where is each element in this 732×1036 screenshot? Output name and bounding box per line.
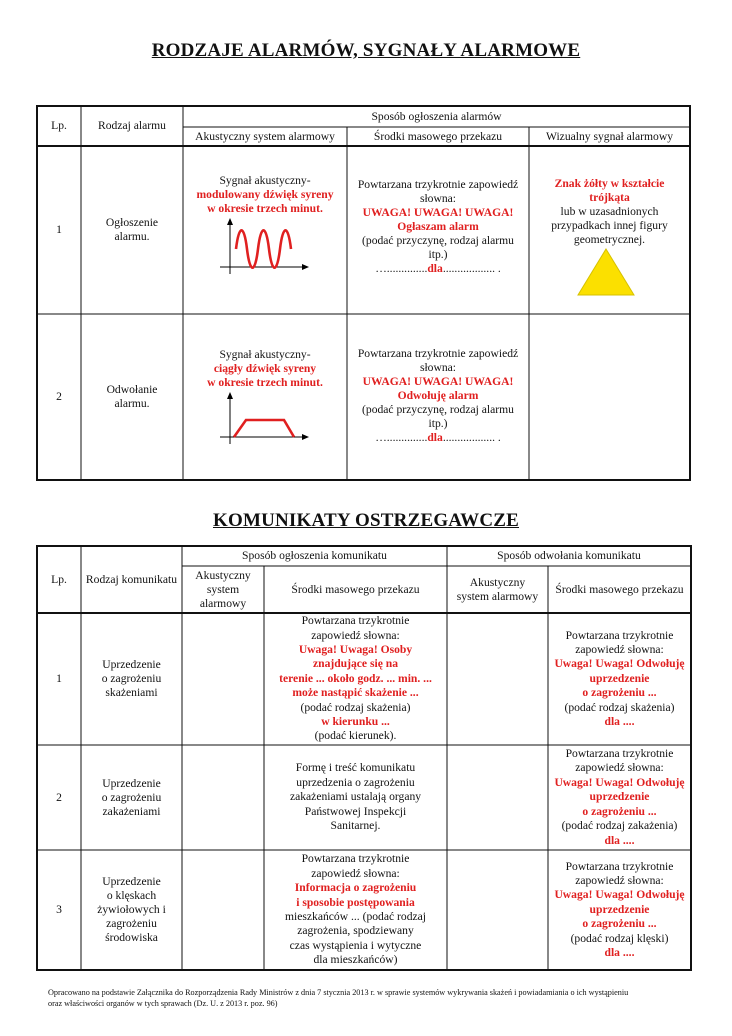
- t2-row-kind-line: skażeniami: [105, 686, 158, 699]
- t2-header-acoustic2-line: system alarmowy: [456, 589, 539, 603]
- t2-header-acoustic2: [447, 566, 548, 613]
- dots: .................. .: [442, 431, 501, 444]
- t2-row-kind-line: o zagrożeniu: [101, 790, 162, 804]
- t1-row2-media-line: [347, 431, 529, 445]
- t2-row-text-line: o zagrożeniu ...: [582, 804, 657, 818]
- t2-row-text-line: zapowiedź słowna:: [311, 628, 400, 642]
- t1-row1-media-line: [347, 262, 529, 276]
- t2-row-text-line: Sanitarnej.: [330, 819, 381, 833]
- t2-row-text-line: mieszkańców ... (podać rodzaj: [285, 910, 426, 923]
- t1-row1-visual-line: trójkąta: [589, 191, 630, 204]
- t1-row1-acoustic-line: w okresie trzech minut.: [207, 202, 323, 215]
- t2-row-text-line: Uwaga! Uwaga! Osoby: [298, 642, 413, 656]
- t1-row2-media-line: itp.): [428, 417, 448, 430]
- t2-row-kind-line: środowiska: [105, 931, 158, 944]
- dots: …..............: [375, 262, 428, 275]
- t2-header-lp: Lp.: [51, 572, 67, 586]
- t2-row-kind-line: żywiołowych i: [97, 903, 166, 916]
- t2-header-mass-media: Środki masowego przekazu: [291, 582, 420, 596]
- t1-row1-kind-line: alarmu.: [114, 230, 150, 243]
- t2-row-revoke-media: [548, 850, 691, 970]
- t2-row-text-line: Powtarzana trzykrotnie: [565, 859, 674, 873]
- t2-row-text-line: zapowiedź słowna:: [575, 761, 664, 775]
- t2-header-acoustic2-line: Akustyczny: [469, 575, 526, 589]
- t2-row-text-line: Powtarzana trzykrotnie: [565, 628, 674, 642]
- t2-header-revoke: Sposób odwołania komunikatu: [497, 549, 641, 562]
- t1-row1-media-line: itp.): [428, 248, 448, 261]
- t2-header-acoustic-line: Akustyczny: [195, 568, 251, 582]
- t1-row1-media-line: Powtarzana trzykrotnie zapowiedź: [357, 178, 519, 191]
- t2-row-text-line: uprzedzenie: [589, 902, 650, 916]
- t2-row-kind: [81, 850, 182, 970]
- t1-row2-kind: [81, 314, 183, 480]
- dots: …..............: [375, 431, 428, 444]
- dla-label: dla: [427, 431, 443, 444]
- t2-row-text-line: Uwaga! Uwaga! Odwołuję: [554, 775, 685, 789]
- t2-row-revoke-media: [548, 745, 691, 850]
- t2-row-text-line: dla ....: [604, 715, 635, 729]
- t2-row-text-line: Informacja o zagrożeniu: [294, 881, 417, 895]
- t1-row2-media-line: Powtarzana trzykrotnie zapowiedź: [357, 347, 519, 360]
- t2-header-kind: Rodzaj komunikatu: [85, 572, 178, 586]
- t2-row-text-line: zakażeniami ustalają organy: [289, 790, 422, 804]
- t1-row1-media-line: UWAGA! UWAGA! UWAGA!: [362, 206, 514, 219]
- t2-row-kind-line: Uprzedzenie: [102, 776, 161, 790]
- t1-header-visual: Wizualny sygnał alarmowy: [545, 129, 674, 143]
- t2-row-kind-line: o zagrożeniu: [101, 672, 162, 685]
- t2-row-text-line: Powtarzana trzykrotnie: [565, 747, 674, 761]
- t2-row-text-line: zapowiedź słowna:: [311, 866, 400, 880]
- t2-row-text-line: (podać rodzaj skażenia): [564, 700, 675, 714]
- t2-row-kind: [81, 745, 182, 850]
- t2-row-text-line: uprzedzenie: [589, 671, 650, 685]
- t2-row-text-line: i sposobie postępowania: [296, 895, 415, 909]
- t2-row-kind: [81, 613, 182, 745]
- t1-header-acoustic: Akustyczny system alarmowy: [195, 129, 335, 143]
- t2-row-text-line: zapowiedź słowna:: [575, 873, 664, 887]
- modulated-siren-wave-icon: [214, 218, 310, 280]
- t1-row1-acoustic: [183, 174, 347, 216]
- t1-row1-visual-line: lub w uzasadnionych: [560, 205, 659, 218]
- t2-row-text-line: Formę i treść komunikatu: [295, 761, 416, 775]
- t2-row-text-line: może nastąpić skażenie ...: [292, 686, 419, 700]
- t2-row-text-line: (podać kierunek).: [314, 729, 397, 743]
- t2-row-text-line: uprzedzenia o zagrożeniu: [296, 775, 415, 789]
- t1-row2-mass-media: [347, 347, 529, 445]
- t2-row-text-line: (podać rodzaj zakażenia): [561, 819, 678, 833]
- t2-row-text-line: Powtarzana trzykrotnie: [301, 852, 410, 866]
- t1-header-mass-media: Środki masowego przekazu: [373, 129, 503, 143]
- t2-row-text-line: Uwaga! Uwaga! Odwołuję: [554, 888, 685, 902]
- t1-row1-visual: [529, 177, 690, 247]
- t1-header-method: Sposób ogłoszenia alarmów: [371, 109, 502, 123]
- t2-row-text-line: zagrożenia, spodziewany: [297, 924, 414, 938]
- t2-header-acoustic-line: system: [206, 582, 240, 596]
- t1-row2-media-line: Odwołuję alarm: [397, 389, 479, 402]
- t2-row-text-line: (podać rodzaj skażenia): [300, 700, 411, 714]
- t2-row-lp: 3: [56, 903, 62, 916]
- footnote-line: oraz właściwości organów w tych sprawach (Dz. U. z 2013 r. poz. 96): [48, 998, 278, 1008]
- section2-title: KOMUNIKATY OSTRZEGAWCZE: [212, 510, 519, 531]
- source-footnote: [48, 988, 698, 1009]
- t2-row-kind-line: o klęskach: [106, 889, 157, 902]
- t1-row2-lp: 2: [56, 390, 62, 403]
- t1-row2-kind-line: alarmu.: [114, 397, 150, 410]
- t1-row1-media-line: (podać przyczynę, rodzaj alarmu: [362, 234, 514, 247]
- t2-row-text-line: Państwowej Inspekcji: [304, 804, 407, 818]
- dots: .................. .: [442, 262, 501, 275]
- t2-row-announce-media: [264, 745, 447, 850]
- t2-header-mass-media2: Środki masowego przekazu: [555, 582, 684, 596]
- t2-header-announce: Sposób ogłoszenia komunikatu: [242, 549, 387, 562]
- t1-row1-mass-media: [347, 178, 529, 276]
- t1-header-lp: Lp.: [51, 119, 67, 132]
- t1-row2-media-line: UWAGA! UWAGA! UWAGA!: [362, 375, 514, 388]
- t1-row1-media-line: słowna:: [419, 192, 457, 205]
- t2-row-lp: 2: [56, 790, 62, 804]
- t1-row1-acoustic-line: modulowany dźwięk syreny: [196, 188, 334, 201]
- t2-row-announce-media: [264, 850, 447, 970]
- t2-row-kind-line: Uprzedzenie: [102, 875, 161, 888]
- t1-row2-media-line: słowna:: [419, 361, 457, 374]
- t2-row-text-line: o zagrożeniu ...: [582, 917, 657, 931]
- t1-header-kind: Rodzaj alarmu: [98, 119, 166, 132]
- yellow-triangle-icon: [575, 246, 637, 298]
- t2-row-text-line: zapowiedź słowna:: [575, 642, 664, 656]
- t1-row2-acoustic-line: Sygnał akustyczny-: [219, 348, 311, 361]
- dla-label: dla: [427, 262, 443, 275]
- t1-row1-acoustic-line: Sygnał akustyczny-: [219, 174, 311, 187]
- t2-header-acoustic: [182, 566, 264, 613]
- t1-row1-visual-line: geometrycznej.: [573, 233, 646, 246]
- t2-row-text-line: o zagrożeniu ...: [582, 686, 657, 700]
- t1-row1-visual-line: Znak żółty w kształcie: [554, 177, 665, 190]
- t2-row-text-line: dla ....: [604, 946, 635, 960]
- t2-row-text-line: uprzedzenie: [589, 790, 650, 804]
- t2-row-text-line: znajdujące się na: [312, 657, 399, 671]
- t2-row-text-line: w kierunku ...: [321, 715, 390, 729]
- t2-row-text-line: Powtarzana trzykrotnie: [301, 614, 410, 628]
- t2-row-announce-media: [264, 613, 447, 745]
- t1-row1-kind: [81, 146, 183, 314]
- t1-row2-kind-line: Odwołanie: [106, 383, 158, 396]
- t1-row2-media-line: (podać przyczynę, rodzaj alarmu: [362, 403, 514, 416]
- t1-row2-acoustic: [183, 348, 347, 390]
- t1-row2-acoustic-line: ciągły dźwięk syreny: [213, 362, 317, 375]
- t2-row-kind-line: zakażeniami: [102, 804, 161, 818]
- t2-row-text-line: (podać rodzaj klęski): [570, 931, 669, 945]
- t1-row1-lp: 1: [56, 223, 62, 236]
- t1-row1-kind-line: Ogłoszenie: [105, 216, 159, 229]
- section1-title: RODZAJE ALARMÓW, SYGNAŁY ALARMOWE: [151, 40, 581, 61]
- t2-header-acoustic-line: alarmowy: [199, 596, 247, 610]
- t2-row-kind-line: zagrożeniu: [106, 917, 157, 930]
- continuous-siren-wave-icon: [214, 392, 310, 448]
- t2-row-kind-line: Uprzedzenie: [102, 658, 161, 671]
- t2-row-lp: 1: [56, 672, 62, 685]
- t2-row-revoke-media: [548, 613, 691, 745]
- t2-row-text-line: terenie ... około godz. ... min. ...: [279, 671, 432, 685]
- t2-row-text-line: czas wystąpienia i wytyczne: [289, 938, 422, 952]
- t2-row-text-line: Uwaga! Uwaga! Odwołuję: [554, 657, 685, 671]
- t1-row1-visual-line: przypadkach innej figury: [551, 219, 668, 232]
- t2-row-text-line: dla mieszkańców): [313, 953, 398, 967]
- t1-row2-acoustic-line: w okresie trzech minut.: [207, 376, 323, 389]
- footnote-line: Opracowano na podstawie Załącznika do Rozporządzenia Rady Ministrów z dnia 7 stycznia 2013 r. w sprawie systemów wykrywania skażeń i powiadamiania o ich wystąpieniu: [48, 988, 629, 997]
- t1-row1-media-line: Ogłaszam alarm: [397, 220, 479, 233]
- t2-row-text-line: dla ....: [604, 833, 635, 847]
